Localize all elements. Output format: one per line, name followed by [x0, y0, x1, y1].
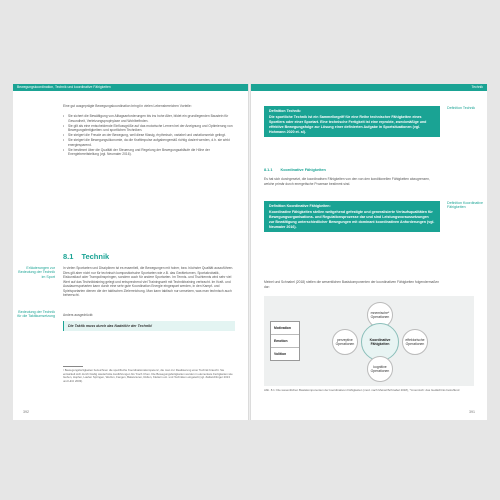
footnote: ¹ Bewegungsfertigkeiten bezeichnen die spezifische Koordinationskompetenz, die man zur Realisierung einer Technik braucht. Sie entwickelt sich durch häufig wiederholte Ausführungen bis 'Koch Chen. Die Bewegungsfertigkeiten werden in elementare Fertigkeiten wie Gehen, Hopfen, Laufen Springen, Werfen, Fangen, Balancieren, Rollen, Klettern etc. und Techniken eingeteilt (vgl. Zaltsöchlinger 2013 und Hirtz 2003). [63, 368, 233, 383]
circle-perzeptiv: perzeptive Operationen [332, 329, 358, 355]
page-number-right: 391 [469, 410, 475, 414]
circle-koordinative-faehigkeiten: Koordinative Fähigkeiten [361, 323, 399, 361]
margin-note-def-koordinative: Definition Koordinative Fähigkeiten [447, 201, 483, 210]
definition-box-technik [264, 106, 440, 137]
page-number-left: 392 [23, 410, 29, 414]
list-item: • Sie bestimmt über die Qualität der Steuerung und Regelung der Bewegungsabläufe die Höhe der Energiebereitstellung (vgl. Neumaier 2016). [63, 148, 235, 157]
margin-note-taktik: Bedeutung der Technik für die Taktikumsetzung [17, 310, 55, 319]
paragraph-basiskomponenten: Meinel und Schnabel (2018) stellen die wesentlichen Basiskomponenten der koordinativen Fähigkeiten folgendermaßen dar: [264, 280, 440, 289]
margin-note-technik-bedeutung: Erläuterungen zur Bedeutung der Technik im Sport [18, 266, 55, 279]
margin-note-def-technik: Definition Technik [447, 106, 476, 110]
benefit-list [63, 114, 235, 157]
definition-title: Definition Technik: [269, 109, 302, 113]
subsection-heading [264, 168, 326, 172]
left-page [13, 84, 249, 420]
intro-text: Eine gut ausgeprägte Bewegungskoordination bringt in vielen Lebensbereichen Vorteile: [63, 104, 192, 108]
subsection-number: 8.1.1 [264, 168, 273, 172]
definition-box-koordinative [264, 201, 440, 232]
left-running-header: Bewegungskoordination, Technik und koordinative Fähigkeiten [13, 84, 249, 91]
basiskomponenten-diagram [264, 296, 474, 386]
list-item: • Sie sichert die Bewältigung von Alltagsanforderungen bis ins hohe Alter, bildet ein grundlegenden Baustein für Gesundheit, Verletzungsprophylaxe und Wohlbefinden. [63, 114, 235, 123]
definition-title: Definition Koordinative Fähigkeiten: [269, 204, 331, 208]
right-page [251, 84, 487, 420]
section-number: 8.1 [63, 252, 74, 261]
stack-motivation: Motivation [271, 322, 299, 335]
highlight-box: Die Taktik muss durch das Nadelöhr der Technik! [63, 321, 235, 331]
stack-emotion: Emotion [271, 335, 299, 348]
definition-body: Koordinative Fähigkeiten stellen weitgehend gefestigte und generalisierte Verlaufsqualitäten für Bewegungsorganisations- und Regulationsprozesse dar und sind Leistungsvoraussetzungen zur Bewältigung unterschiedlicher Bewegungen mit dominant koordinativen Anforderungen (vgl. Neumaier 2016). [269, 210, 435, 229]
list-item: • Sie steigert die Freude an der Bewegung, weil diese flüssig, rhythmisch, variabel und variationsreich gelingt. [63, 133, 235, 138]
section-heading [63, 252, 109, 261]
circle-kognitiv: kognitive Operationen [367, 356, 393, 382]
section-title: Technik [81, 252, 110, 261]
section-body: In vielen Sportarten und Disziplinen ist es essentiell, die Bewegungen mit hoher, bzw. höchster Qualität auszuführen. Dies gilt aber nicht nur für technisch kompositorische Sportarten wie z.B. das Geräteturnen, Sportakrobatik, Eiskunstlauf oder Trampolinspringen, sondern auch für andere Sportarten. Im Tennis- und Tischtennis wird sehr viel Wert auf das Techniktraining gelegt und entsprechend viel Trainingszeit mit Techniktraining verbracht. Im Kraft- und Ausdauersportarten kann durch eine sehr gute Koordination Energie eingespart werden, in den Kampf- und Spielsportarten dienen die der taktischen Zielerreichung. Man kann taktisch nur umsetzen, was man technisch auch beherrscht. [63, 266, 234, 297]
list-item: • Sie gilt als eine entscheidende Einflussgröße auf das motorische Lernen bei der Aneignung und Optimierung von Bewegungsfertigkeiten¹ und sportlichen Techniken. [63, 124, 235, 133]
subsection-title: Koordinative Fähigkeiten [280, 168, 326, 172]
right-running-header: Technik [251, 84, 487, 91]
mev-stack [270, 321, 300, 361]
list-item: • Sie steigert die Bewegungsökonomie, da die Kraftimpulse aufgabengemäß richtig dosiert werden, d.h. sie wirkt energiesparend. [63, 138, 235, 147]
stack-volition: Volition [274, 352, 287, 356]
circle-effektorisch: effektorische Operationen [402, 329, 428, 355]
tactic-lead: Anders ausgedrückt: [63, 313, 94, 317]
footnote-rule [63, 366, 83, 367]
definition-body: Die sportliche Technik ist ein Sammelbegriff für eine Reihe technischer Fähigkeiten eines Sportlers oder einer Sportart. Eine technische Fertigkeit ist eine erprobte, zweckmäßige und effektive Bewegungsfolge zur Lösung einer definierten Aufgabe in Sportsituationen (vgl. Hohmann 2020 et. al). [269, 115, 427, 134]
figure-caption: Abb. 8.1: Die wesentlichen Basiskomponenten der koordinativen Fähigkeiten (mod. nach Meinel/Schnabel 2018), *mnemisch: das Gedächtnis betreffend [264, 388, 460, 392]
circle-mnemisch: mnemische* Operationen [367, 302, 393, 328]
subsection-body: Es hat sich durchgesetzt, die koordinativen Fähigkeiten von den von den konditionellen Fähigkeiten abzugrenzen, welche primär durch energetische Prozesse bestimmt sind. [264, 177, 430, 186]
